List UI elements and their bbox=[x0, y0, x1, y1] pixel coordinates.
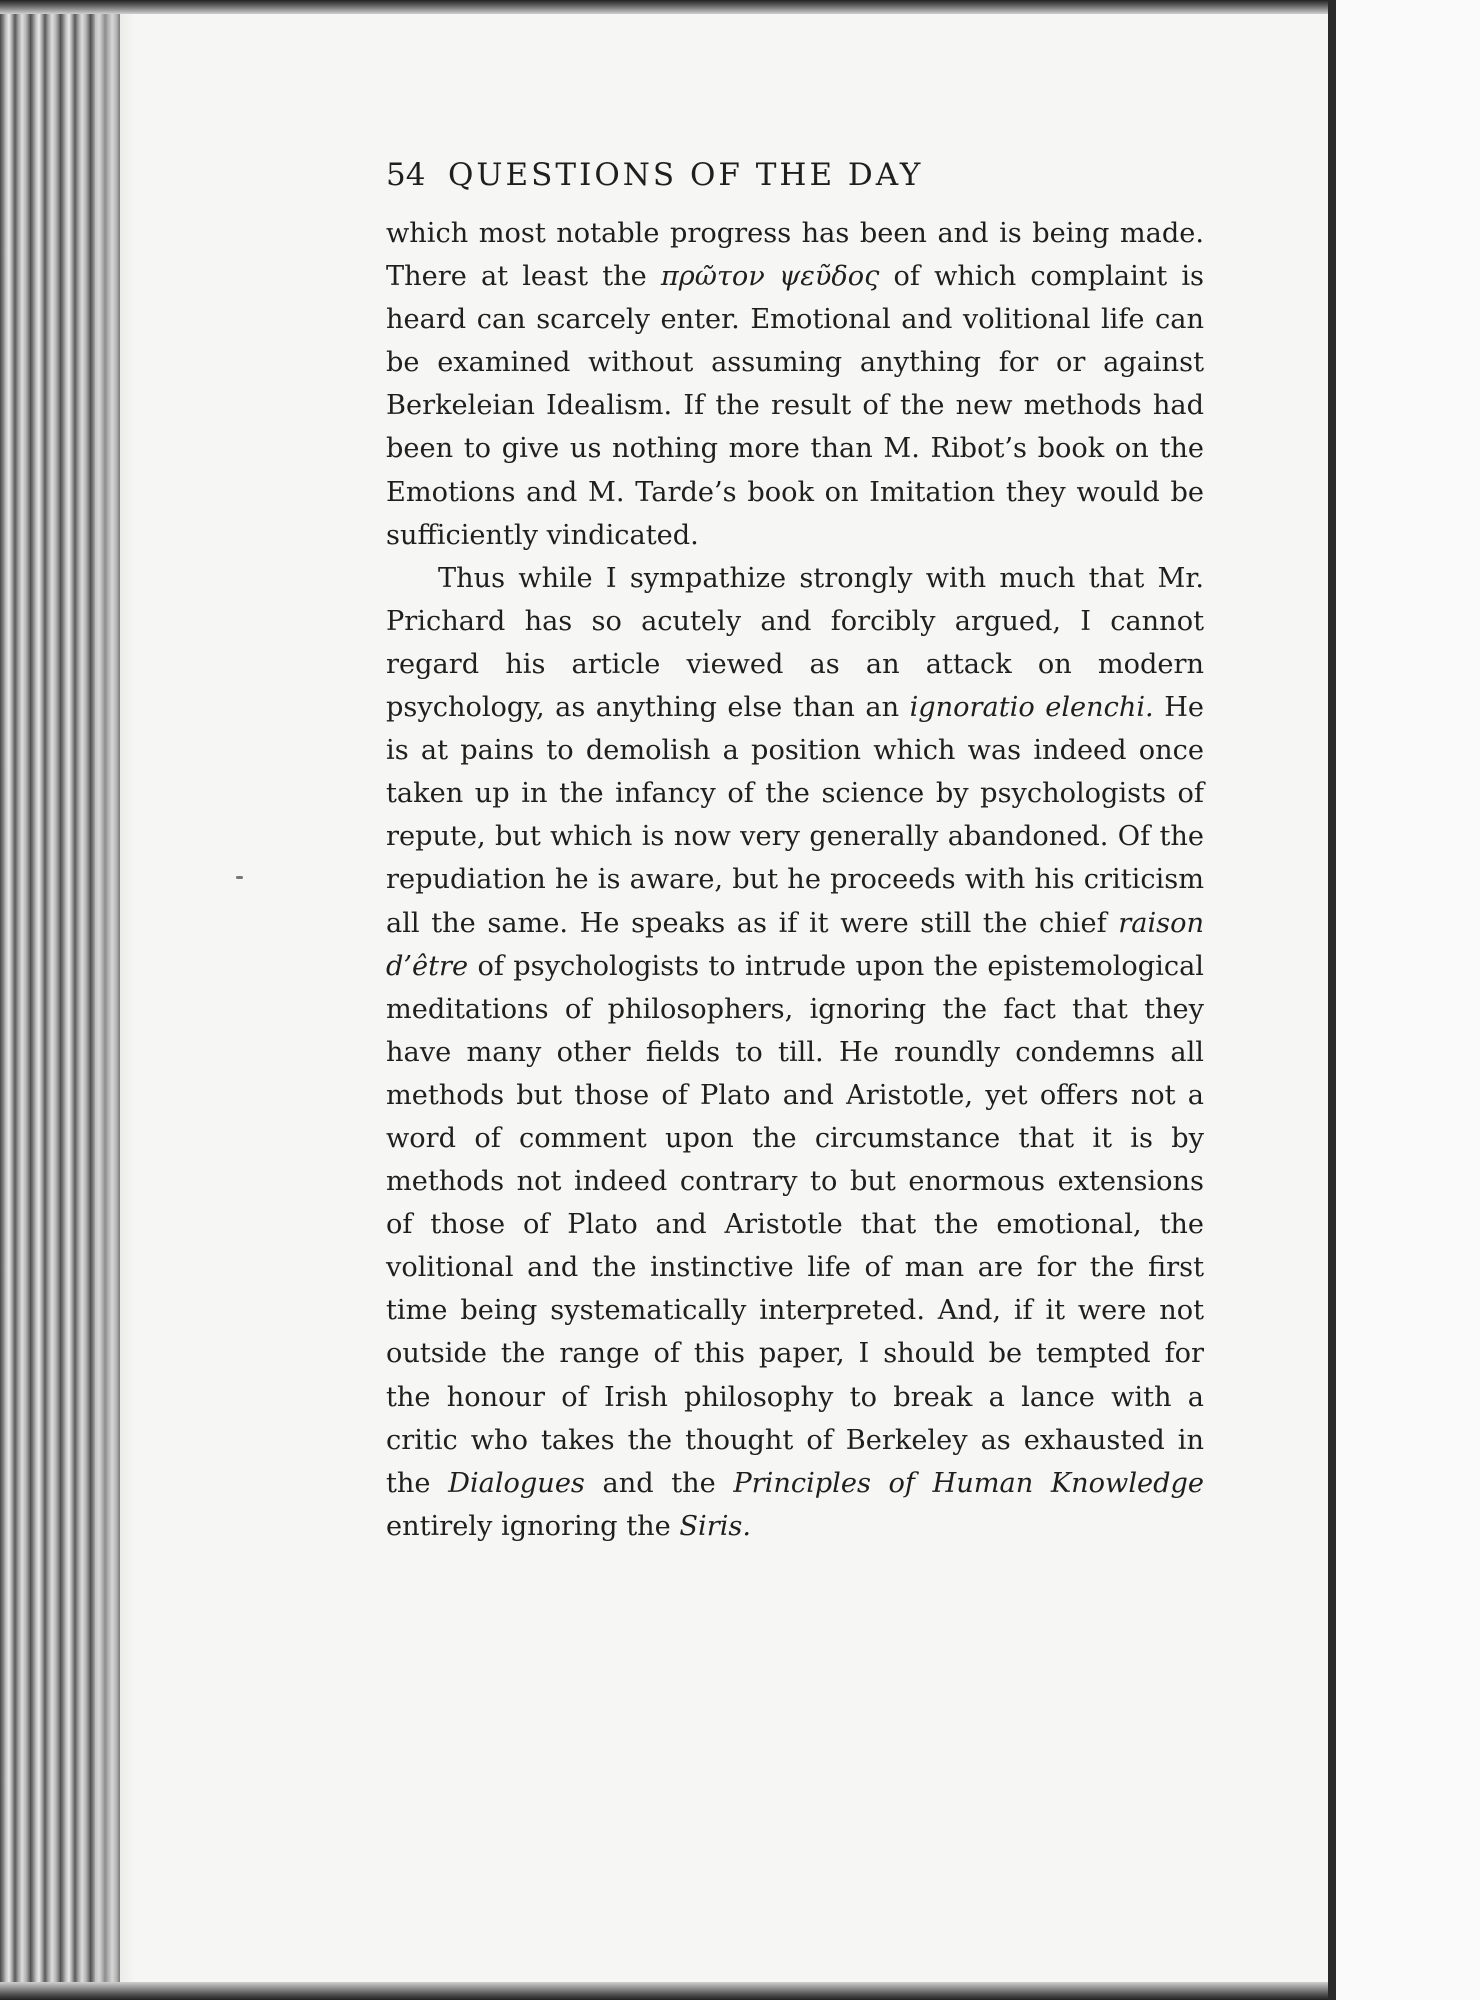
running-head bbox=[386, 150, 1204, 200]
text-segment: which most notable progress has been and is being made. There at least the bbox=[386, 218, 1204, 293]
page-gutter-shadow bbox=[95, 0, 135, 2000]
bottom-scan-edge bbox=[0, 1982, 1480, 2000]
scan-speck bbox=[236, 876, 243, 879]
text-segment: and the bbox=[584, 1467, 734, 1499]
paragraph-2 bbox=[386, 557, 1204, 1548]
paragraph-1 bbox=[386, 212, 1204, 557]
page-number: 54 bbox=[386, 157, 426, 193]
text-segment: Thus while I sympathize strongly with much that Mr. Prichard has so acutely and forcibly argued, I cannot regard his article viewed as an attack on modern psychology, as anything else than an bbox=[386, 562, 1204, 724]
facing-page-strip bbox=[1336, 0, 1480, 2000]
italic-title: Siris. bbox=[679, 1510, 752, 1542]
text-segment: He is at pains to demolish a position which was indeed once taken up in the infancy of the science by psychologists of repute, but which is now very generally abandoned. Of the repudiation he is aware, but he proceeds with his criticism all the same. He speaks as if it were still the chief bbox=[386, 692, 1204, 939]
page-right-edge bbox=[1328, 0, 1336, 2000]
text-segment: of which complaint is heard can scarcely enter. Emotional and volitional life can be examined without assuming anything for or against Berkeleian Idealism. If the result of the new methods had been to give us nothing more than M. Ribot’s book on the Emotions and M. Tarde’s book on Imitation they would be sufficiently vindicated. bbox=[386, 261, 1204, 551]
text-segment: entirely ignoring the bbox=[386, 1510, 680, 1542]
italic-title: Dialogues bbox=[448, 1467, 585, 1499]
italic-phrase: raison d’être bbox=[386, 907, 1204, 982]
text-segment: of psychologists to intrude upon the epistemological meditations of philosophers, ignoring the fact that they have many other fields to till. He roundly condemns all methods but those of Plato and Aristotle, yet offers not a word of comment upon the circumstance that it is by methods not indeed contrary to but enormous extensions of those of Plato and Aristotle that the emotional, the volitional and the instinctive life of man are for the first time being systematically interpreted. And, if it were not outside the range of this paper, I should be tempted for the honour of Irish philosophy to break a lance with a critic who takes the thought of Berkeley as exhausted in the bbox=[386, 950, 1204, 1499]
running-title: QUESTIONS OF THE DAY bbox=[448, 157, 924, 193]
body-text bbox=[386, 212, 1204, 1548]
page-content bbox=[386, 150, 1204, 1548]
italic-phrase: ignoratio elenchi. bbox=[909, 692, 1154, 724]
italic-title: Principles of Human Knowledge bbox=[733, 1467, 1205, 1499]
top-scan-edge bbox=[0, 0, 1480, 14]
greek-phrase: πρῶτον ψεῦδος bbox=[660, 261, 880, 293]
